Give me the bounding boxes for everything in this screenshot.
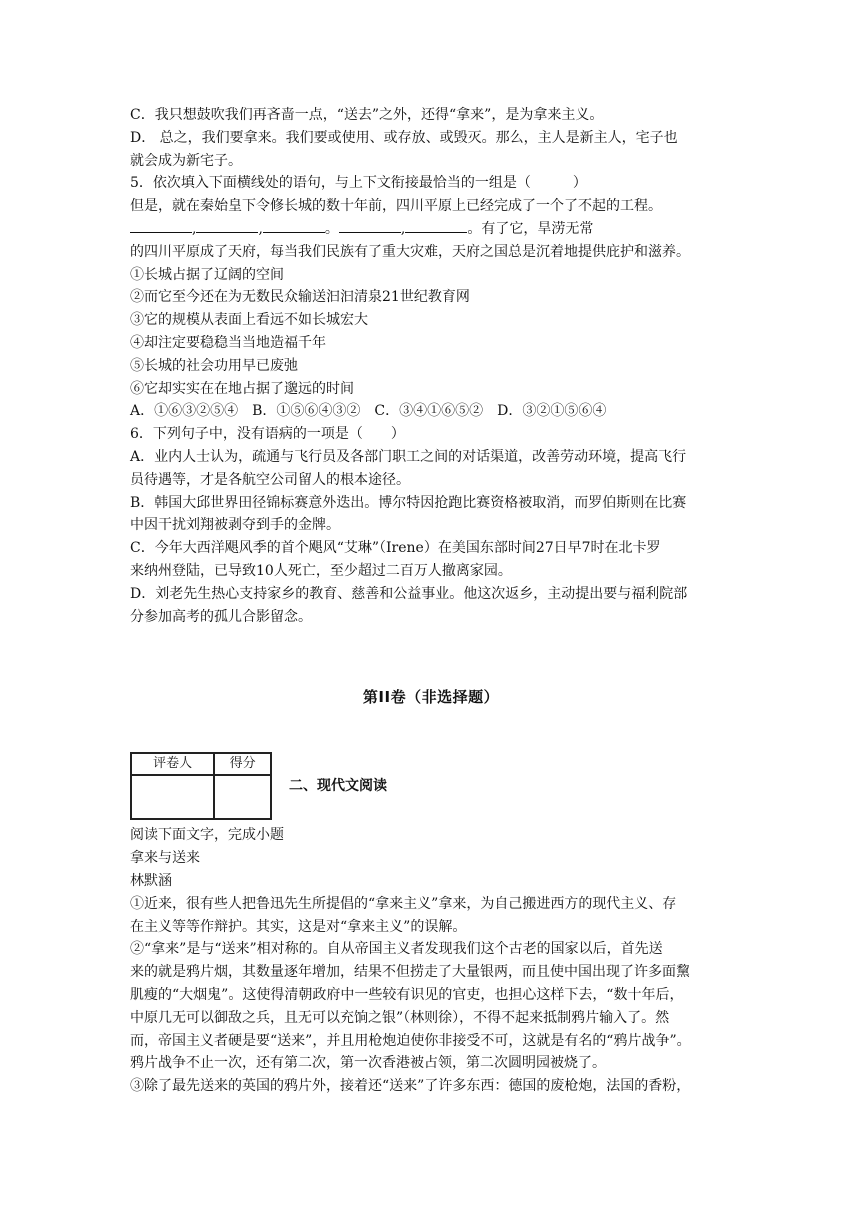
section-spacer: [130, 628, 732, 686]
paragraph-2-line3: 肌瘦的“大烟鬼”。这使得清朝政府中一些较有识见的官吏，也担心这样下去，“数十年后，: [130, 986, 684, 1003]
q6-option-a-line1: A．业内人士认为，疏通与飞行员及各部门职工之间的对话渠道，改善劳动环境，提高飞行: [130, 448, 687, 465]
q5-passage-line3: 的四川平原成了天府，每当我们民族有了重大灾难，天府之国总是沉着地提供庇护和滋养。: [130, 243, 690, 260]
score-table-score-cell[interactable]: [214, 775, 271, 819]
q6-option-d-line2: 分参加高考的孤儿合影留念。: [130, 608, 312, 625]
score-table-score-header: 得分: [214, 753, 271, 775]
punct-2: ,: [258, 220, 263, 237]
q6-option-c-line1: C．今年大西洋飓风季的首个飓风“艾琳”（Irene）在美国东部时间27日早7时在北卡罗: [130, 540, 661, 557]
q5-item-4: ④却注定要稳稳当当地造福千年: [130, 334, 326, 351]
paragraph-2-line1: ②“拿来”是与“送来”相对称的。自从帝国主义者发现我们这个古老的国家以后，首先送: [130, 941, 663, 958]
title-spacer: [130, 708, 732, 748]
score-table-grader-cell[interactable]: [131, 775, 214, 819]
q5-stem: 5．依次填入下面横线处的语句，与上下文衔接最恰当的一组是（ ）: [130, 175, 587, 192]
q6-option-a-line2: 员待遇等，才是各航空公司留人的根本途径。: [130, 471, 410, 488]
punct-5: 。有了它，旱涝无常: [467, 220, 594, 237]
q5-item-5: ⑤长城的社会功用早已废弛: [130, 357, 298, 374]
blank-line-1: [130, 218, 192, 233]
score-row: [130, 748, 732, 824]
q5-passage-line2: [130, 218, 732, 241]
q4-option-c: C．我只想鼓吹我们再吝啬一点，“送去”之外，还得“拿来”，是为拿来主义。: [130, 107, 604, 123]
article-author: 林默涵: [130, 872, 172, 889]
paragraph-2-line4: 中原几无可以御敌之兵，且无可以充饷之银”（林则徐），不得不起来抵制鸦片输入了。然: [130, 1009, 670, 1026]
q5-choices: A．①⑥③②⑤④ B．①⑤⑥④③② C．③④①⑥⑤② D．③②①⑤⑥④: [130, 403, 607, 420]
punct-4: ,: [400, 220, 406, 237]
blank-line-3: [263, 218, 325, 233]
q6-option-d-line1: D．刘老先生热心支持家乡的教育、慈善和公益事业。他这次返乡，主动提出要与福利院部: [130, 585, 688, 602]
punct-3: 。: [324, 220, 339, 237]
q5-passage-line1: 但是，就在秦始皇下令修长城的数十年前，四川平原上已经完成了一个了不起的工程。: [130, 198, 662, 215]
part-heading: 二、现代文阅读: [289, 777, 387, 794]
blank-line-5: [405, 218, 467, 233]
blank-line-2: [196, 218, 258, 233]
paragraph-2-line6: 鸦片战争不止一次，还有第二次，第一次香港被占领，第二次圆明园被烧了。: [130, 1055, 606, 1072]
article-title: 拿来与送来: [130, 850, 200, 867]
score-table: [130, 752, 272, 820]
q5-item-2: ②而它至今还在为无数民众输送汩汩清泉21世纪教育网: [130, 289, 470, 306]
q5-item-1: ①长城占据了辽阔的空间: [130, 266, 284, 283]
q4-option-d-line1: D． 总之，我们要拿来。我们要或使用、或存放、或毁灭。那么，主人是新主人，宅子也: [130, 129, 678, 146]
paragraph-2-line5: 而，帝国主义者硬是要“送来”，并且用枪炮迫使你非接受不可，这就是有名的“鸦片战争”。: [130, 1032, 691, 1049]
q5-item-6: ⑥它却实实在在地占据了邈远的时间: [130, 380, 354, 397]
reading-instruction: 阅读下面文字，完成小题: [130, 827, 284, 844]
exam-page: [130, 104, 732, 1098]
section-title: 第II卷（非选择题）: [362, 688, 500, 707]
q4-option-d-line2: 就会成为新宅子。: [130, 152, 242, 169]
paragraph-3-line1: ③除了最先送来的英国的鸦片外，接着还“送来”了许多东西：德国的废枪炮，法国的香粉，: [130, 1078, 691, 1095]
blank-line-4: [339, 218, 401, 233]
score-table-grader-header: 评卷人: [131, 753, 214, 775]
paragraph-2-line2: 来的就是鸦片烟，其数量逐年增加，结果不但捞走了大量银两，而且使中国出现了许多面黧: [130, 964, 690, 981]
punct-1: ,: [192, 220, 197, 237]
q5-item-3: ③它的规模从表面上看远不如长城宏大: [130, 312, 368, 329]
q6-stem: 6．下列句子中，没有语病的一项是（ ）: [130, 426, 405, 443]
q6-option-b-line2: 中因干扰刘翔被剥夺到手的金牌。: [130, 517, 340, 534]
paragraph-1-line2: 在主义等等作辩护。其实，这是对“拿来主义”的误解。: [130, 918, 467, 935]
q6-option-c-line2: 来纳州登陆，已导致10人死亡，至少超过二百万人撤离家园。: [130, 562, 512, 579]
q6-option-b-line1: B．韩国大邱世界田径锦标赛意外迭出。博尔特因抢跑比赛资格被取消，而罗伯斯则在比赛: [130, 494, 687, 511]
paragraph-1-line1: ①近来，很有些人把鲁迅先生所提倡的“拿来主义”拿来，为自己搬进西方的现代主义、存: [130, 895, 677, 912]
